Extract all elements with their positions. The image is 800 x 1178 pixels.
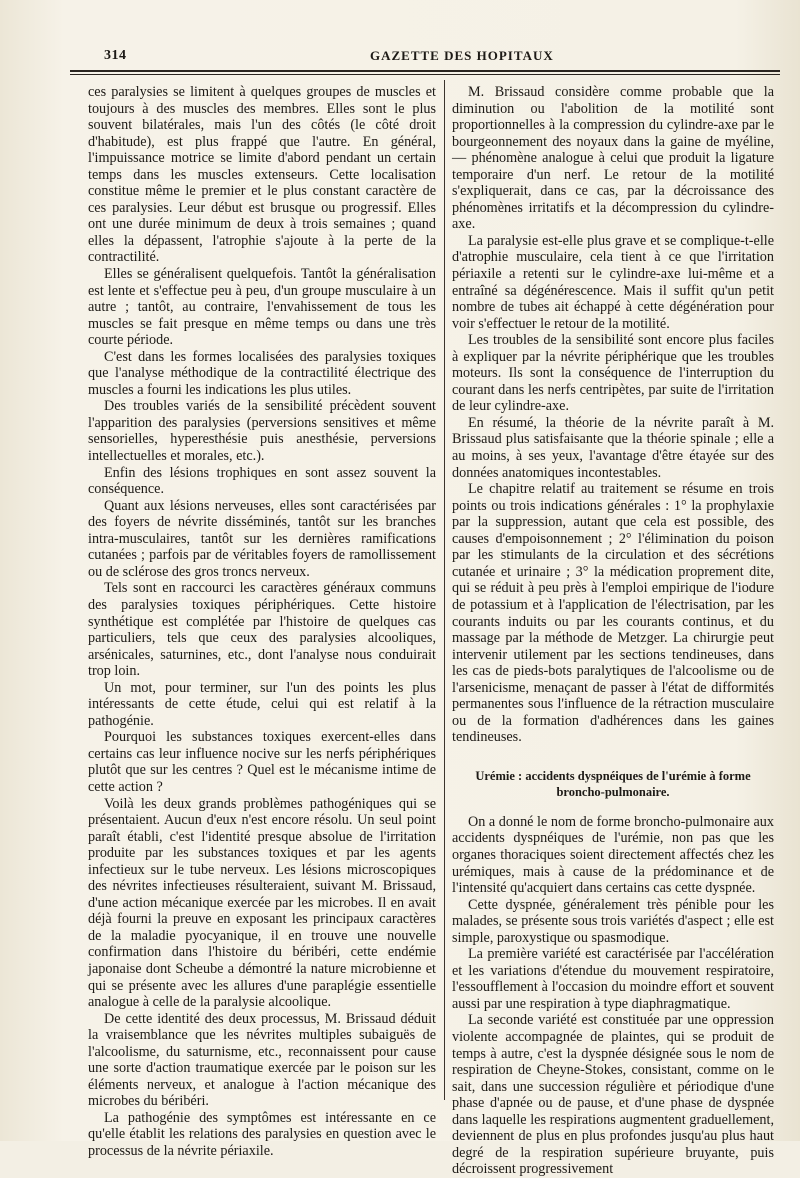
paragraph: Voilà les deux grands problèmes pathogéniques qui se présentaient. Aucun d'eux n'est encore résolu. Un seul point paraît établi, c'est l'identité presque absolue de l'irritation produite par les substances toxiques et par les agents infectieux sur le tube nerveux. Les lésions microscopiques des névrites infectieuses résulteraient, suivant M. Brissaud, d'une action mécanique exercée par les microbes. Il en avait déjà fourni la preuve en exposant les principaux caractères de la maladie pyocyanique, il en trouve une nouvelle confirmation dans l'histoire du béribéri, cette endémie japonaise dont Scheube a démontré la nature microbienne et qui se présente avec les allures d'une paraplégie essentielle analogue à celle de la paralysie alcoolique. (88, 795, 436, 1011)
section-heading (452, 768, 774, 800)
paragraph: Le chapitre relatif au traitement se résume en trois points ou trois indications générales : 1° la prophylaxie par la suppression, autant que cela est possible, des causes d'empoisonnement ; 2° l'élimination du poison par les stimulants de la circulation et des sécrétions cutanée et urinaire ; 3° la médication proprement dite, qui se réduit à peu près à l'emploi empirique de l'iodure de potassium et à l'application de l'électrisation, par les courants induits ou par les courants continus, et du massage par la méthode de Metzger. La chirurgie peut intervenir utilement par les sections tendineuses, dans les cas de pieds-bots paralytiques de l'alcoolisme ou de l'arsenicisme, menaçant de passer à l'état de difformités permanentes sous l'influence de la rétraction musculaire ou de la formation d'adhérences dans les gaines tendineuses. (452, 481, 774, 746)
paragraph: Enfin des lésions trophiques en sont assez souvent la conséquence. (88, 464, 436, 498)
paragraph: Tels sont en raccourci les caractères généraux communs des paralysies toxiques périphériques. Cette histoire synthétique est complétée par l'histoire de quelques cas particuliers, tels que ceux des paralysies alcooliques, arsénicales, saturnines, etc., dont l'analyse nous conduirait trop loin. (88, 580, 436, 680)
paragraph: Les troubles de la sensibilité sont encore plus faciles à expliquer par la névrite périphérique que les troubles moteurs. Ils sont la conséquence de l'interruption du courant dans les nerfs centripètes, par suite de l'irritation de leur cylindre-axe. (452, 332, 774, 415)
left-column (88, 84, 436, 1160)
column-divider (444, 80, 445, 1100)
section-heading-line: broncho-pulmonaire. (556, 784, 670, 799)
paragraph: En résumé, la théorie de la névrite paraît à M. Brissaud plus satisfaisante que la théorie spinale ; elle a au moins, à ses yeux, l'avantage d'être étayée sur des données anatomiques incontestables. (452, 414, 774, 481)
paragraph: Elles se généralisent quelquefois. Tantôt la généralisation est lente et s'effectue peu à peu, d'un groupe musculaire à un autre ; tantôt, au contraire, l'envahissement de tous les muscles se fait presque en même temps ou dans une très courte période. (88, 266, 436, 349)
paragraph: La première variété est caractérisée par l'accélération et les variations d'étendue du mouvement respiratoire, l'essoufflement à l'occasion du moindre effort et souvent aussi par une respiration à type diaphragmatique. (452, 946, 774, 1012)
header-rule (70, 70, 780, 72)
paragraph: La paralysie est-elle plus grave et se complique-t-elle d'atrophie musculaire, cela tient à ce que l'irritation périaxile a retenti sur le cylindre-axe lui-même et a entraîné sa dégénérescence. Mais il suffit qu'un petit nombre de tubes ait échappé à cette dégénération pour voir s'effectuer le retour de la motilité. (452, 232, 774, 332)
paragraph: Pourquoi les substances toxiques exercent-elles dans certains cas leur influence nocive sur les nerfs périphériques plutôt que sur les centres ? Quel est le mécanisme intime de cette action ? (88, 729, 436, 795)
paragraph: Un mot, pour terminer, sur l'un des points les plus intéressants de cette étude, celui qui est relatif à la pathogénie. (88, 679, 436, 729)
paragraph: ces paralysies se limitent à quelques groupes de muscles et toujours à des muscles des membres. Elles sont le plus souvent bilatérales, mais l'un des côtés (le côté droit d'habitude), est plus frappé que l'autre. En général, l'impuissance motrice se limite d'abord pendant un certain temps dans les muscles extenseurs. Cette localisation constitue même le premier et le plus constant caractère de ces paralysies. Leur début est brusque ou progressif. Elles ont une durée minimum de deux à trois semaines ; quand elles la dépassent, l'atrophie s'ajoute à la perte de la contractilité. (88, 84, 436, 266)
section-heading-line: Urémie : accidents dyspnéiques de l'urémie à forme (475, 768, 751, 783)
right-column (452, 84, 774, 1178)
paragraph: M. Brissaud considère comme probable que la diminution ou l'abolition de la motilité sont proportionnelles à la compression du cylindre-axe par le bourgeonnement des noyaux dans la gaine de myéline, — phénomène analogue à celui que produit la ligature temporaire d'un nerf. Le retour de la motilité s'expliquerait, dans ce cas, par la décroissance des phénomènes irritatifs et la décompression du cylindre-axe. (452, 84, 774, 233)
paragraph: Quant aux lésions nerveuses, elles sont caractérisées par des foyers de névrite disséminés, tantôt sur les branches intra-musculaires, tantôt sur les dernières ramifications cutanées ; parfois par de véritables foyers de ramollissement ou de sclérose des gros troncs nerveux. (88, 497, 436, 580)
paragraph: La seconde variété est constituée par une oppression violente accompagnée de plaintes, qui se produit de temps à autre, c'est la dyspnée désignée sous le nom de respiration de Cheyne-Stokes, consistant, comme on le sait, dans une succession régulière et périodique d'une phase d'apnée ou de pause, et d'une phase de dyspnée dans laquelle les respirations augmentent graduellement, deviennent de plus en plus profondes jusqu'au plus haut degré de la respiration supérieure bruyante, puis décroissent progressivement (452, 1012, 774, 1178)
running-title: GAZETTE DES HOPITAUX (370, 48, 554, 63)
paragraph: La pathogénie des symptômes est intéressante en ce qu'elle établit les relations des paralysies en question avec le processus de la névrite périaxile. (88, 1109, 436, 1159)
paragraph: On a donné le nom de forme broncho-pulmonaire aux accidents dyspnéiques de l'urémie, non pas que les organes thoraciques soient directement affectés chez les urémiques, mais à cause de la prédominance et de l'intensité qu'acquiert dans certains cas cette dyspnée. (452, 813, 774, 897)
header-rule-thin (70, 74, 780, 75)
page-header (70, 44, 780, 68)
paragraph: Cette dyspnée, généralement très pénible pour les malades, se présente sous trois variétés d'aspect ; elle est simple, paroxystique ou spasmodique. (452, 896, 774, 946)
paragraph: C'est dans les formes localisées des paralysies toxiques que l'analyse méthodique de la contractilité électrique des muscles a fourni les indications les plus utiles. (88, 348, 436, 398)
paragraph: Des troubles variés de la sensibilité précèdent souvent l'apparition des paralysies (perversions sensitives et même sensorielles, hyperesthésie puis anesthésie, perversions intellectuelles et morales, etc.). (88, 398, 436, 465)
paragraph: De cette identité des deux processus, M. Brissaud déduit la vraisemblance que les névrites multiples subaiguës de l'alcoolisme, du saturnisme, etc., reconnaissent pour cause une sorte d'action traumatique exercée par le poison sur les éléments nerveux, et analogue à l'action mécanique des microbes du béribéri. (88, 1010, 436, 1110)
page-number: 314 (104, 48, 127, 63)
